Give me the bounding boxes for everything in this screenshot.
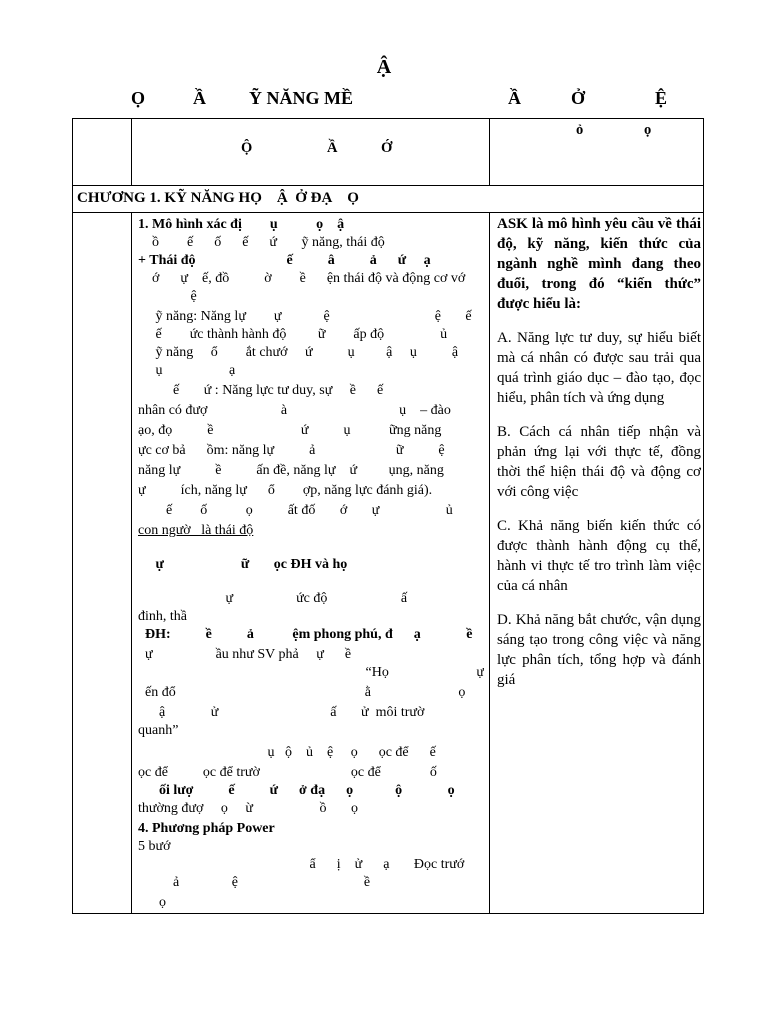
note-line: ỹ năng: Năng lự ự ệ ệ ế [138,309,472,324]
option-a: A. Năng lực tư duy, sự hiểu biết mà cá nhân có được sau trải qua quá trình giáo dục – đào tạo, đọc hiểu, phân tích và ứng dụng [497,330,701,406]
note-line: ớ ự ế, đồ ờ ề ện thái độ và động cơ vớ [138,271,466,286]
note-line: ĐH: ề ả ệm phong phú, đ ạ ề [138,627,473,642]
table-divider [72,185,704,186]
note-line: ậ ử ấ ử môi trườ [138,705,425,720]
head-left-fragment: Ớ [381,140,393,156]
note-line: ự ữ ọc ĐH và họ [138,557,348,572]
lecture-notes [138,216,484,912]
table-divider [131,118,132,186]
note-line: thường đượ ọ ừ ồ ọ [138,801,358,816]
title-fragment: Ọ [131,88,146,108]
note-line: ế ức thành hành độ ữ ấp độ ủ [138,327,448,342]
note-line: ến đổ ằ ọ [138,685,466,700]
note-line: ế ố ọ ất đố ớ ự ủ [138,503,453,518]
table-divider [131,212,132,914]
note-line: ạo, đọ ề ứ ụ ững năng [138,423,442,438]
note-line: đinh, thầ [138,609,187,624]
doc-title-row [0,88,768,114]
doc-title-top: Ậ [376,56,392,78]
note-line: + Thái độ ế â ả ứ ạ [138,253,431,268]
note-line: 1. Mô hình xác đị ụ ọ ậ [138,217,345,232]
note-line: 5 bướ [138,839,171,854]
head-left-fragment: Ầ [327,140,338,156]
question-stem: ASK là mô hình yêu cầu về thái độ, kỹ năng, kiến thức của ngành nghề mình đang theo đuổi, trong đó “kiến thức” được hiểu là: [497,216,701,312]
option-b: B. Cách cá nhân tiếp nhận và phản ứng lại với thực tế, đồng thời thể hiện thái độ và động cơ với công việc [497,424,701,500]
note-line: 4. Phương pháp Power [138,821,275,836]
note-line: năng lự ề ấn đề, năng lự ứ ụng, năng [138,463,444,478]
title-fragment: Ầ [508,88,521,108]
note-line: ế ứ : Năng lực tư duy, sự ề ế [138,383,384,398]
option-d: D. Khả năng bắt chước, vận dụng sáng tạo trong công việc và năng lực phân tích, tổng hợp và đánh giá [497,612,701,688]
note-line: ối lượ ế ứ ở đạ ọ ộ ọ [138,783,455,798]
option-c: C. Khả năng biến kiến thức có được thành hành động cụ thể, hành vi thực tế tro trình làm việc của cá nhân [497,518,701,594]
note-line: “Họ ự [138,665,484,680]
note-line: ả ệ ề [138,875,371,890]
note-line: ọc để ọc để trườ ọc để ố [138,765,437,780]
title-fragment: Ỹ NĂNG MỀ [249,88,353,108]
note-line: ụ ộ ủ ệ ọ ọc để ế [138,745,436,760]
title-fragment: Ầ [193,88,206,108]
head-right-fragment: ỏ [576,122,584,138]
table-divider [72,212,704,213]
note-line: ỹ năng ổ ắt chướ ứ ụ ậ ụ ậ [138,345,459,360]
chapter-heading: CHƯƠNG 1. KỸ NĂNG HỌ Ậ Ở ĐẠ Ọ [77,190,359,206]
note-line: nhân có đượ à ụ – đào [138,403,451,418]
note-line: ồ ế ố ế ứ ỹ năng, thái độ [138,235,385,250]
note-line: ực cơ bả ồm: năng lự ả ữ ệ [138,443,445,458]
note-line: quanh” [138,723,179,738]
quiz-question [497,214,701,690]
note-line: ọ [138,895,166,910]
head-right-fragment: ọ [644,122,652,138]
note-line: ự ầu như SV phả ự ề [138,647,352,662]
table-divider [489,212,490,914]
note-line: ự ức độ ấ [138,591,408,606]
note-line: con ngườ là thái độ [138,523,254,538]
note-line: ệ [138,289,197,304]
note-line: ự ích, năng lự ổ ợp, năng lực đánh giá). [138,483,433,498]
title-fragment: Ệ [655,88,668,108]
note-line: ụ ạ [138,363,236,378]
table-divider [489,118,490,186]
title-fragment: Ở [571,88,586,108]
head-left-fragment: Ộ [241,140,253,156]
note-line: ẩ ị ử ạ Đọc trướ [138,857,465,872]
